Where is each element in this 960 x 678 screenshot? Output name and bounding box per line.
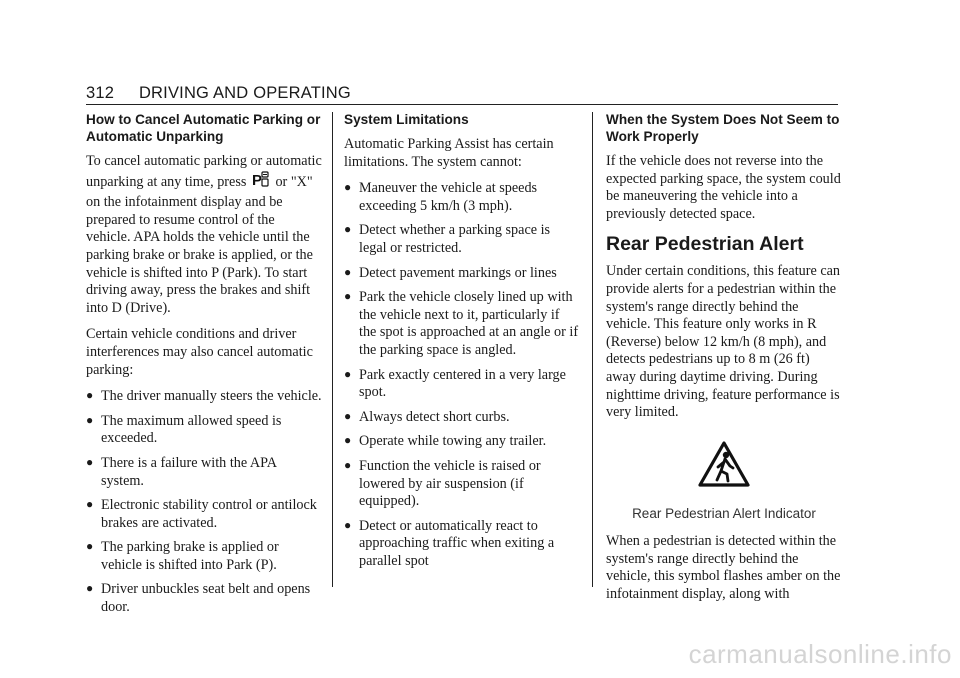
header-rule (86, 104, 838, 105)
cancel-heading: How to Cancel Automatic Parking or Automatic Unparking (86, 112, 321, 144)
pedestrian-alert-icon (697, 476, 751, 492)
list-item: ● Park the vehicle closely lined up with the vehicle next to it, particularly if the spot is approached at an angle or if the parking space is angled. (344, 289, 579, 358)
list-item: ● The driver manually steers the vehicle. (86, 388, 322, 405)
troubleshoot-paragraph: If the vehicle does not reverse into the expected parking space, the system could be maneuvering the vehicle into a previously detected space. (606, 153, 841, 222)
limitations-list (344, 180, 580, 570)
cancel-text-b: or "X" on the infotainment display and be prepared to resume control of the vehicle. APA holds the vehicle until the parking brake or brake is applied, or the vehicle is shifted into P (Park). To start driving away, press the brakes and shift into D (Drive). (86, 173, 313, 316)
list-item: ● There is a failure with the APA system. (86, 454, 277, 489)
list-item: ● Detect pavement markings or lines (344, 264, 557, 281)
cancel-text-a: To cancel automatic parking or automatic unparking at any time, press (86, 153, 322, 190)
page-header (86, 84, 351, 103)
list-item: ● The maximum allowed speed is exceeded. (86, 412, 282, 447)
list-item: ● Maneuver the vehicle at speeds exceeding 5 km/h (3 mph). (344, 180, 538, 214)
limitations-heading: System Limitations (344, 112, 469, 127)
cancel-paragraph (86, 153, 322, 317)
list-item: ● Park exactly centered in a very large spot. (344, 366, 566, 401)
cancel-conditions-list (86, 388, 322, 617)
troubleshoot-heading: When the System Does Not Seem to Work Properly (606, 112, 840, 144)
svg-text:P: P (251, 171, 262, 189)
list-item: ● Detect or automatically react to approaching traffic when exiting a parallel spot (344, 517, 555, 569)
indicator-figure (606, 440, 842, 523)
list-item: ● Detect whether a parking space is legal or restricted. (344, 222, 551, 256)
watermark: carmanualsonline.info (688, 639, 952, 669)
rpa-description: Under certain conditions, this feature can provide alerts for a pedestrian within the system's range directly behind the vehicle. This feature only works in R (Reverse) below 12 km/h (8 mph), and detects pedestrians up to 8 m (26 ft) away during daytime driving. During nighttime driving, feature performance is very limited. (606, 263, 841, 421)
column-1 (86, 111, 322, 626)
column-divider-1 (332, 112, 333, 587)
list-item: ● Operate while towing any trailer. (344, 433, 547, 450)
column-2 (344, 111, 580, 579)
section-title: DRIVING AND OPERATING (138, 84, 351, 102)
park-assist-button-icon (252, 171, 270, 195)
limitations-paragraph: Automatic Parking Assist has certain limitations. The system cannot: (344, 136, 554, 170)
figure-caption: Rear Pedestrian Alert Indicator (632, 506, 816, 522)
list-item: ● Always detect short curbs. (344, 408, 510, 425)
detection-paragraph: When a pedestrian is detected within the system's range directly behind the vehicle, this symbol flashes amber on the infotainment display, along with (606, 532, 841, 602)
rear-pedestrian-alert-title: Rear Pedestrian Alert (606, 233, 804, 256)
list-item: ● Function the vehicle is raised or lowered by air suspension (if equipped). (344, 457, 541, 510)
column-divider-2 (592, 112, 593, 587)
page-number: 312 (86, 84, 115, 102)
list-item: ● Driver unbuckles seat belt and opens door. (86, 581, 311, 616)
interferences-paragraph: Certain vehicle conditions and driver interferences may also cancel automatic parking: (86, 326, 313, 378)
list-item: ● Electronic stability control or antilock brakes are activated. (86, 497, 317, 531)
list-item: ● The parking brake is applied or vehicle is shifted into Park (P). (86, 539, 279, 573)
column-3 (606, 111, 842, 612)
